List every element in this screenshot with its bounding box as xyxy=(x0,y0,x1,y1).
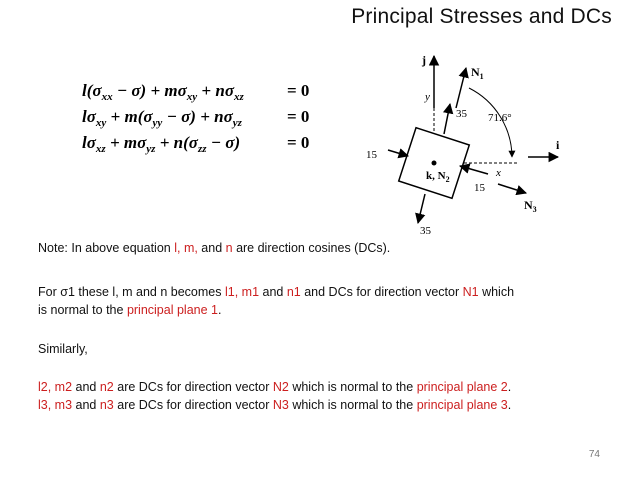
stress-15-left-arrow xyxy=(388,150,408,156)
text-run: which is normal to the xyxy=(288,380,417,394)
equation-term: $\sigma_{yy}$ xyxy=(143,107,163,129)
equation-term: l( xyxy=(82,81,93,100)
text-run: are direction cosines (DCs). xyxy=(232,241,391,255)
n1-arrow xyxy=(456,68,466,108)
equation-term: $\sigma_{xy}$ xyxy=(177,81,198,103)
highlighted-term: N1 xyxy=(462,285,479,299)
equation-rhs: = 0 xyxy=(287,133,310,152)
highlighted-term: l3, m3 xyxy=(38,398,73,412)
highlighted-term: l2, m2 xyxy=(38,380,73,394)
equation-term: − σ) + m xyxy=(112,81,178,100)
n1-label: $N_1$ xyxy=(471,65,484,81)
x-axis-label: x xyxy=(496,167,501,179)
equation-term: − σ) + n xyxy=(162,107,224,126)
stress-15-left: 15 xyxy=(366,149,377,161)
highlighted-term: principal plane 3 xyxy=(416,398,508,412)
text-run: . xyxy=(507,398,512,412)
highlighted-term: n3 xyxy=(99,398,114,412)
center-dot xyxy=(432,161,437,166)
highlighted-term: N3 xyxy=(272,398,289,412)
highlighted-term: N2 xyxy=(272,380,289,394)
text-run: which xyxy=(478,285,515,299)
stress-element-diagram xyxy=(348,48,568,238)
highlighted-term: n2 xyxy=(99,380,114,394)
equation-term: $\sigma_{xz}$ xyxy=(86,133,106,155)
stress-35-top-arrow xyxy=(444,104,450,134)
equation-term: $\sigma_{yz}$ xyxy=(137,133,156,155)
equation-term: $\sigma_{zz}$ xyxy=(188,133,207,155)
j-axis-label: j xyxy=(422,53,426,67)
for-sigma1-line-2 xyxy=(38,302,221,319)
equation-block xyxy=(82,78,332,178)
note-paragraph xyxy=(38,240,390,257)
text-run: are DCs for direction vector xyxy=(113,380,273,394)
equation-term: + m( xyxy=(106,107,144,126)
slide-title: Principal Stresses and DCs xyxy=(351,5,612,28)
highlighted-term: l, m, xyxy=(174,241,198,255)
i-axis-label: i xyxy=(556,138,560,152)
stress-35-top: 35 xyxy=(456,108,467,120)
text-run: . xyxy=(217,303,222,317)
text-run: . xyxy=(507,380,512,394)
equation-term: + n xyxy=(197,81,225,100)
equation-rhs: = 0 xyxy=(287,81,310,100)
equation-term: $\sigma_{xy}$ xyxy=(86,107,107,129)
page-number: 74 xyxy=(588,449,600,460)
highlighted-term: l1, m1 xyxy=(224,285,260,299)
equation-line xyxy=(82,130,332,156)
text-run: and xyxy=(72,398,100,412)
stress-35-bottom-arrow xyxy=(418,194,425,223)
y-axis-label: y xyxy=(425,91,430,103)
text-run: and DCs for direction vector xyxy=(300,285,463,299)
n3-description xyxy=(38,397,511,414)
equation-term: + m xyxy=(105,133,138,152)
for-sigma1-line-1 xyxy=(38,284,514,301)
angle-label: 71.6° xyxy=(488,112,512,124)
stress-15-right: 15 xyxy=(474,182,485,194)
text-run: which is normal to the xyxy=(288,398,417,412)
highlighted-term: n xyxy=(225,241,233,255)
n3-arrow xyxy=(498,184,526,193)
text-run: For σ1 these l, m and n becomes xyxy=(38,285,225,299)
equation-rhs: = 0 xyxy=(287,107,310,126)
text-run: and xyxy=(197,241,226,255)
equation-term: − σ) xyxy=(206,133,241,152)
text-run: Similarly, xyxy=(38,342,88,356)
k-n2-label: k, $N_2$ xyxy=(426,170,450,184)
equation-term: $\sigma_{xz}$ xyxy=(224,81,244,103)
stress-15-right-arrow xyxy=(460,166,488,174)
text-run: and xyxy=(72,380,100,394)
text-run: Note: In above equation xyxy=(38,241,175,255)
equation-term: l xyxy=(82,107,87,126)
highlighted-term: n1 xyxy=(286,285,301,299)
n2-description xyxy=(38,379,511,396)
n3-label: $N_3$ xyxy=(524,198,537,214)
equation-term: $\sigma_{xx}$ xyxy=(92,81,113,103)
text-run: is normal to the xyxy=(38,303,127,317)
highlighted-term: principal plane 1 xyxy=(126,303,218,317)
equation-term: l xyxy=(82,133,87,152)
stress-35-bottom: 35 xyxy=(420,225,431,237)
text-run: are DCs for direction vector xyxy=(113,398,273,412)
similarly-paragraph xyxy=(38,341,88,358)
equation-term: + n( xyxy=(155,133,189,152)
equation-line xyxy=(82,104,332,130)
text-run: and xyxy=(259,285,287,299)
equation-line xyxy=(82,78,332,104)
equation-term: $\sigma_{yz}$ xyxy=(223,107,242,129)
highlighted-term: principal plane 2 xyxy=(416,380,508,394)
